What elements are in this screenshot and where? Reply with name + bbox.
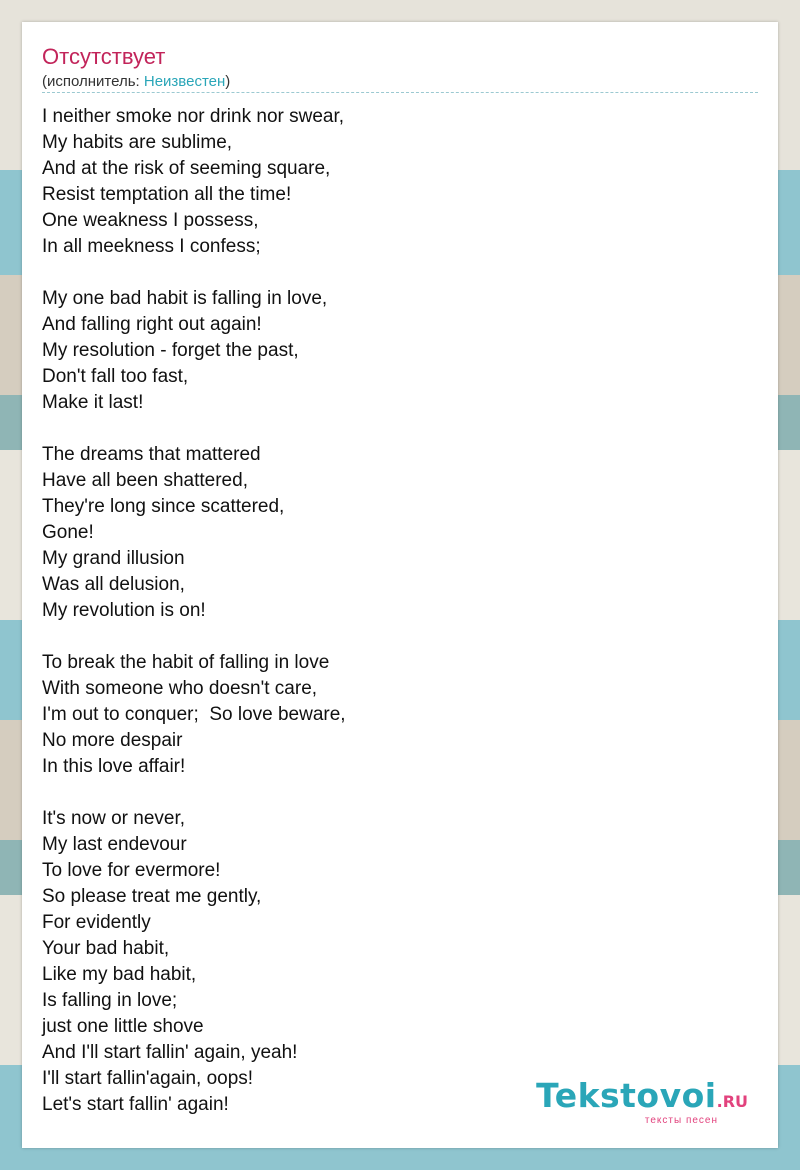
divider [42, 92, 758, 93]
lyric-line: My resolution - forget the past, [42, 340, 299, 361]
artist-line [42, 73, 230, 91]
lyric-line: No more despair [42, 730, 183, 751]
lyric-line: So please treat me gently, [42, 886, 262, 907]
lyric-line: To break the habit of falling in love [42, 652, 330, 673]
song-title: Отсутствует [42, 44, 166, 69]
lyrics-text [42, 104, 742, 1118]
lyric-line: Is falling in love; [42, 990, 178, 1011]
lyric-line: Don't fall too fast, [42, 366, 189, 387]
lyric-line: The dreams that mattered [42, 444, 261, 465]
lyric-line: And at the risk of seeming square, [42, 158, 331, 179]
logo-tagline: тексты песен [644, 1115, 718, 1126]
artist-prefix: (исполнитель: [42, 73, 144, 90]
lyric-line: I'm out to conquer; So love beware, [42, 704, 346, 725]
lyric-line: just one little shove [42, 1016, 204, 1037]
site-logo[interactable] [536, 1076, 748, 1126]
stanza-break [42, 780, 742, 806]
lyric-line: Resist temptation all the time! [42, 184, 292, 205]
lyric-line: Like my bad habit, [42, 964, 197, 985]
lyric-line: I'll start fallin'again, oops! [42, 1068, 254, 1089]
stanza-break [42, 416, 742, 442]
lyric-line: In all meekness I confess; [42, 236, 261, 257]
lyric-line: One weakness I possess, [42, 210, 259, 231]
lyric-line: My grand illusion [42, 548, 185, 569]
lyric-line: Was all delusion, [42, 574, 185, 595]
artist-link[interactable]: Неизвестен [143, 73, 226, 90]
lyric-line: My last endevour [42, 834, 187, 855]
lyric-line: For evidently [42, 912, 151, 933]
stanza-break [42, 624, 742, 650]
lyric-line: With someone who doesn't care, [42, 678, 318, 699]
lyric-line: They're long since scattered, [42, 496, 285, 517]
lyric-line: Your bad habit, [42, 938, 170, 959]
lyric-line: Gone! [42, 522, 94, 543]
lyric-line: And I'll start fallin' again, yeah! [42, 1042, 298, 1063]
lyric-line: Make it last! [42, 392, 144, 413]
lyric-line: My habits are sublime, [42, 132, 233, 153]
logo-name: Tekstovoi [536, 1076, 717, 1115]
lyric-line: My one bad habit is falling in love, [42, 288, 328, 309]
stanza-break [42, 260, 742, 286]
lyric-line: And falling right out again! [42, 314, 262, 335]
lyric-line: My revolution is on! [42, 600, 206, 621]
lyric-line: In this love affair! [42, 756, 186, 777]
lyric-line: To love for evermore! [42, 860, 221, 881]
logo-tld: .RU [716, 1092, 748, 1111]
lyric-line: It's now or never, [42, 808, 186, 829]
lyric-line: Let's start fallin' again! [42, 1094, 229, 1115]
artist-suffix: ) [225, 73, 231, 90]
logo-wordmark [536, 1076, 748, 1119]
lyrics-card [22, 22, 778, 1148]
lyric-line: Have all been shattered, [42, 470, 248, 491]
lyric-line: I neither smoke nor drink nor swear, [42, 106, 345, 127]
